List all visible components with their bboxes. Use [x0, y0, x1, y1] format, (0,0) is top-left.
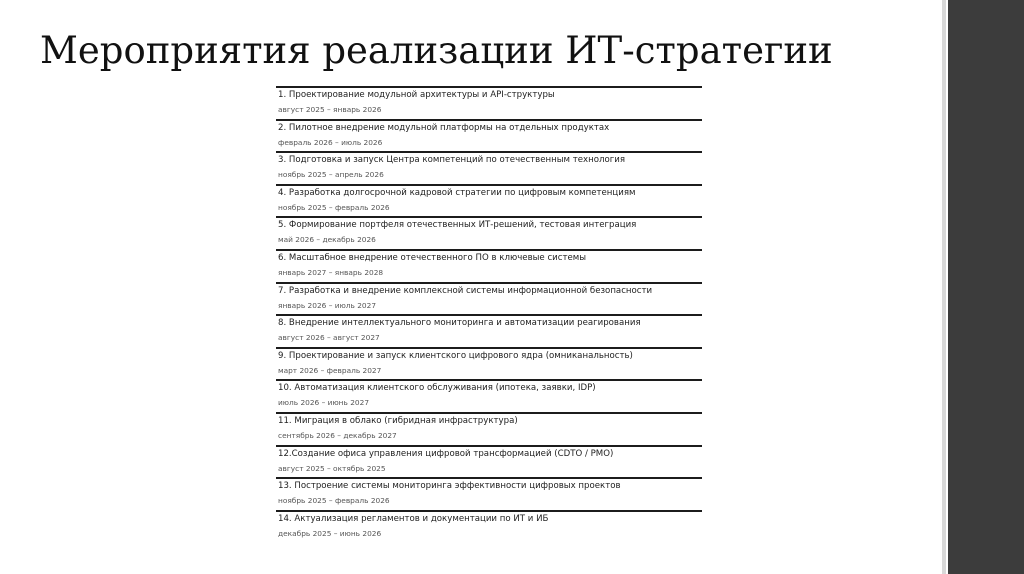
- item-divider: [276, 379, 702, 381]
- item-divider: [276, 151, 702, 153]
- list-item: [276, 445, 746, 478]
- item-divider: [276, 412, 702, 414]
- item-title: 3. Подготовка и запуск Центра компетенций по отечественным технология: [278, 155, 626, 166]
- item-divider: [276, 282, 702, 284]
- list-item: [276, 379, 746, 412]
- list-item: [276, 249, 746, 282]
- item-title: 1. Проектирование модульной архитектуры и API-структуры: [278, 90, 555, 100]
- item-title: 5. Формирование портфеля отечественных ИТ-решений, тестовая интеграция: [278, 220, 637, 231]
- list-item: [276, 347, 746, 380]
- list-item: [276, 151, 746, 184]
- item-divider: [276, 184, 702, 186]
- item-dates: декабрь 2025 – июнь 2026: [278, 528, 382, 538]
- item-title: 7. Разработка и внедрение комплексной системы информационной безопасности: [278, 285, 653, 296]
- item-divider: [276, 216, 702, 218]
- item-dates: июль 2026 – июнь 2027: [278, 398, 370, 408]
- list-item: [276, 477, 746, 510]
- item-title: 13. Построение системы мониторинга эффективности цифровых проектов: [278, 481, 621, 492]
- item-dates: январь 2026 – июль 2027: [278, 300, 377, 310]
- item-title: 11. Миграция в облако (гибридная инфраструктура): [278, 415, 518, 426]
- list-item: [276, 86, 746, 119]
- item-title: 10. Автоматизация клиентского обслуживания (ипотека, заявки, IDP): [278, 383, 596, 394]
- item-dates: август 2025 – октябрь 2025: [278, 463, 386, 473]
- item-divider: [276, 249, 702, 251]
- item-title: 6. Масштабное внедрение отечественного ПО в ключевые системы: [278, 252, 587, 263]
- item-dates: август 2026 – август 2027: [278, 333, 380, 343]
- activities-list: [276, 86, 746, 542]
- item-title: 14. Актуализация регламентов и документации по ИТ и ИБ: [278, 513, 549, 524]
- item-dates: январь 2027 – январь 2028: [278, 267, 384, 277]
- item-divider: [276, 510, 702, 512]
- list-item: [276, 119, 746, 152]
- item-title: 9. Проектирование и запуск клиентского цифрового ядра (омниканальность): [278, 350, 633, 361]
- slide-title: Мероприятия реализации ИТ-стратегии: [40, 29, 833, 72]
- item-title: 12.Создание офиса управления цифровой трансформацией (CDTO / PMO): [278, 448, 614, 459]
- item-dates: май 2026 – декабрь 2026: [278, 235, 376, 245]
- item-divider: [276, 86, 702, 88]
- list-item: [276, 216, 746, 249]
- item-dates: ноябрь 2025 – февраль 2026: [278, 202, 390, 212]
- item-dates: сентябрь 2026 – декабрь 2027: [278, 430, 397, 440]
- item-dates: ноябрь 2025 – февраль 2026: [278, 496, 390, 506]
- item-divider: [276, 445, 702, 447]
- item-divider: [276, 347, 702, 349]
- list-item: [276, 510, 746, 543]
- item-title: 2. Пилотное внедрение модульной платформы на отдельных продуктах: [278, 122, 610, 133]
- item-title: 8. Внедрение интеллектуального мониторинга и автоматизации реагирования: [278, 318, 641, 329]
- side-panel: [948, 0, 1024, 574]
- item-dates: ноябрь 2025 – апрель 2026: [278, 170, 384, 180]
- list-item: [276, 282, 746, 315]
- item-title: 4. Разработка долгосрочной кадровой стратегии по цифровым компетенциям: [278, 187, 636, 198]
- list-item: [276, 412, 746, 445]
- item-divider: [276, 119, 702, 121]
- side-panel-border: [942, 0, 946, 574]
- item-dates: август 2025 – январь 2026: [278, 105, 382, 114]
- item-dates: февраль 2026 – июль 2026: [278, 137, 383, 147]
- list-item: [276, 184, 746, 217]
- list-item: [276, 314, 746, 347]
- item-dates: март 2026 – февраль 2027: [278, 365, 382, 375]
- item-divider: [276, 477, 702, 479]
- item-divider: [276, 314, 702, 316]
